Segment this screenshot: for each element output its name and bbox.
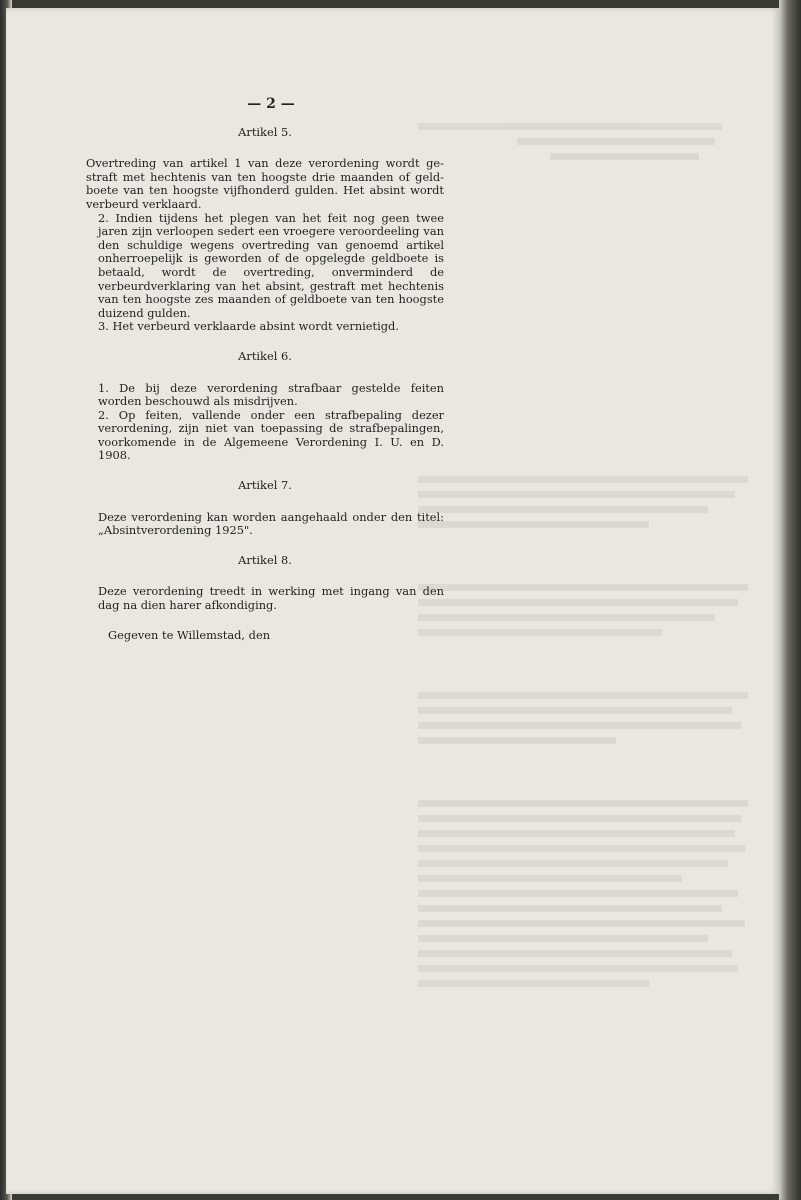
- article-paragraph: Overtreding van artikel 1 van deze verordening wordt gestraft met hechtenis van ten hoogste drie maanden of geldboete van ten hoogste vijfhonderd gulden. Het absint wordt verbeurd verklaard.: [86, 156, 444, 211]
- article-heading: Artikel 7.: [238, 478, 292, 493]
- signoff: Gegeven te Willemstad, den: [108, 627, 271, 642]
- article-paragraph: 1. De bij deze verordening strafbaar gestelde feiten worden beschouwd als misdrijven.: [98, 380, 444, 409]
- article-paragraph: Deze verordening kan worden aangehaald onder den titel: „Absintverordening 1925".: [98, 509, 444, 538]
- article-heading: Artikel 5.: [238, 124, 292, 139]
- article-heading: Artikel 6.: [238, 348, 292, 363]
- article-paragraph: 3. Het verbeurd verklaarde absint wordt vernietigd.: [98, 319, 399, 334]
- article-paragraph: 2. Op feiten, vallende onder een strafbepaling dezer verordening, zijn niet van toepassing de strafbepalingen, voorkomende in de Algemeene Verordening I. U. en D. 1908.: [98, 407, 444, 463]
- article-heading: Artikel 8.: [238, 552, 292, 567]
- scan-right-edge: [779, 0, 801, 1200]
- article-7: [86, 479, 444, 538]
- article-8: [86, 554, 444, 613]
- article-paragraph: 2. Indien tijdens het plegen van het feit nog geen twee jaren zijn verloopen sedert een vroegere veroordeeling van den schuldige wegens overtreding van genoemd artikel onherroepelijk is geworden of de opgelegde geldboete is betaald, wordt de overtreding, onverminderd de verbeurdverklaring van het absint, gestraft met hechtenis van ten hoogste zes maanden of geldboete van ten hoogste duizend gulden.: [98, 210, 444, 320]
- document-text: [86, 98, 444, 642]
- article-paragraph: Deze verordening treedt in werking met ingang van den dag na dien harer afkondiging.: [98, 584, 444, 613]
- bleed-through-text: [418, 90, 748, 1040]
- article-6: [86, 350, 444, 463]
- page-number: — 2 —: [247, 96, 295, 112]
- article-5: [86, 126, 444, 334]
